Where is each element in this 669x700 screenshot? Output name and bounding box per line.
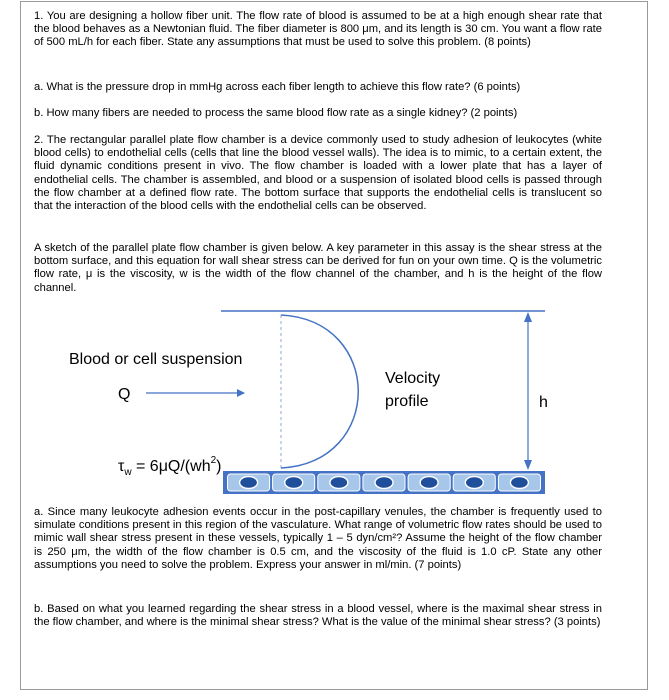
eq-body: = 6μQ/(wh bbox=[131, 458, 211, 475]
q1-intro: 1. You are designing a hollow fiber unit. The flow rate of blood is assumed to be at a high enough shear rate that the blood behaves as a Newtonian fluid. The fiber diameter is 800 μm, and its length is 30 cm. You want a flow rate of 500 mL/h for each fiber. State any assumptions that must be used to solve this problem. (8 points) bbox=[34, 10, 602, 49]
velocity-profile-curve bbox=[281, 315, 358, 468]
velocity-label-line1: Velocity bbox=[385, 370, 441, 387]
q2-sketch-intro: A sketch of the parallel plate flow chamber is given below. A key parameter in this assay is the shear stress at the bottom surface, and this equation for wall shear stress can be derived for fun on your own time. Q is the volumetric flow rate, μ is the viscosity, w is the width of the flow channel of the chamber, and h is the height of the flow channel. bbox=[34, 242, 602, 294]
cell-nucleus bbox=[465, 477, 483, 489]
height-label: h bbox=[539, 394, 548, 411]
height-arrow-top bbox=[524, 312, 532, 322]
q2-intro: 2. The rectangular parallel plate flow chamber is a device commonly used to study adhesion of leukocytes (white blood cells) to endothelial cells (cells that line the blood vessel walls). The idea is to mimic, to a certain extent, the fluid dynamic conditions present in vivo. The flow chamber is loaded with a lower plate that has a layer of endothelial cells. The chamber is assembled, and blood or a suspension of isolated blood cells is passed through the flow chamber at a defined flow rate. The bottom surface that supports the endothelial cells is translucent so that the interaction of the blood cells with the endothelial cells can be observed. bbox=[34, 134, 602, 213]
q2-part-a: a. Since many leukocyte adhesion events occur in the post-capillary venules, the chamber is frequently used to simulate conditions present in this region of the vasculature. What range of volumetric flow rates should be used to mimic wall shear stress present in these vessels, typically 1 – 5 dyn/cm²? Assume the height of the flow chamber is 250 μm, the width of the flow chamber is 0.5 cm, and the viscosity of the fluid is 1.0 cP. State any other assumptions you need to solve the problem. Express your answer in ml/min. (7 points) bbox=[34, 506, 602, 571]
eq-close: ) bbox=[216, 458, 222, 475]
q2-part-b: b. Based on what you learned regarding the shear stress in a blood vessel, where is the maximal shear stress in the flow chamber, and where is the minimal shear stress? What is the value of the minimal shear stress? (3 points) bbox=[34, 603, 602, 629]
cell-nucleus bbox=[375, 477, 393, 489]
eq-tau: τ bbox=[118, 458, 125, 475]
cell-nucleus bbox=[510, 477, 528, 489]
suspension-label: Blood or cell suspension bbox=[69, 351, 243, 368]
flow-rate-label: Q bbox=[118, 386, 131, 403]
q1-part-b: b. How many fibers are needed to process the same blood flow rate as a single kidney? (2 points) bbox=[34, 107, 518, 119]
velocity-label-line2: profile bbox=[385, 393, 429, 410]
q1-part-a: a. What is the pressure drop in mmHg across each fiber length to achieve this flow rate? (6 points) bbox=[34, 81, 521, 93]
shear-stress-equation bbox=[118, 455, 221, 478]
cell-nucleus bbox=[330, 477, 348, 489]
eq-superscript: 2 bbox=[210, 455, 217, 466]
height-arrow-bottom bbox=[524, 460, 532, 470]
cell-nucleus bbox=[420, 477, 438, 489]
eq-subscript: w bbox=[124, 467, 132, 478]
cell-nucleus bbox=[285, 477, 303, 489]
cell-nucleus bbox=[240, 477, 258, 489]
endothelial-cell-layer bbox=[228, 474, 541, 491]
